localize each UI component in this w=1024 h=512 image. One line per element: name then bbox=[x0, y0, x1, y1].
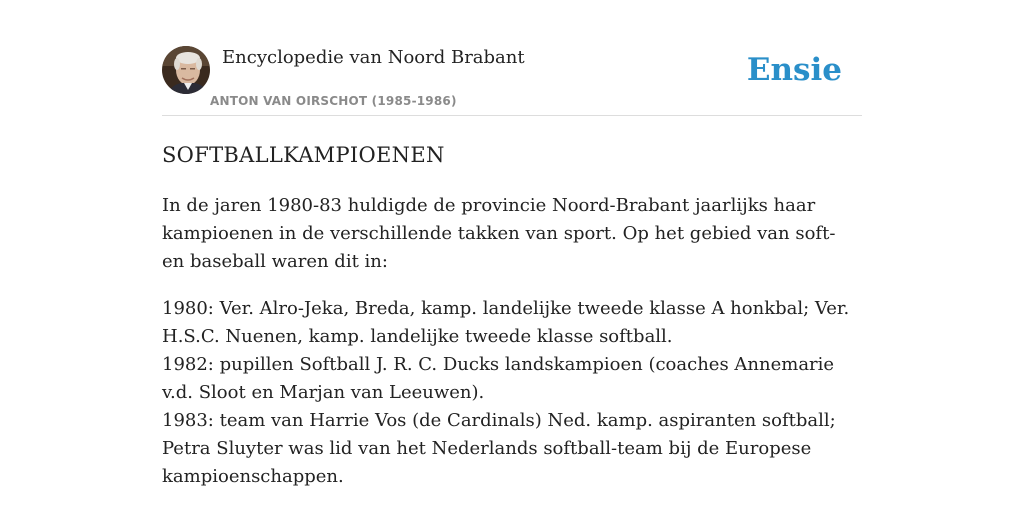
results-list bbox=[162, 295, 862, 491]
header-divider bbox=[162, 115, 862, 116]
list-item: 1980: Ver. Alro-Jeka, Breda, kamp. landelijke tweede klasse A honkbal; Ver. H.S.C. Nuenen, kamp. landelijke tweede klasse softball. bbox=[162, 298, 850, 347]
article-title: SOFTBALLKAMPIOENEN bbox=[162, 143, 445, 167]
author-avatar[interactable] bbox=[162, 46, 210, 94]
source-title[interactable]: Encyclopedie van Noord Brabant bbox=[222, 47, 525, 68]
list-item: 1982: pupillen Softball J. R. C. Ducks landskampioen (coaches Annemarie v.d. Sloot en Marjan van Leeuwen). bbox=[162, 354, 835, 403]
source-header bbox=[162, 46, 862, 116]
author-portrait-icon bbox=[162, 46, 210, 94]
intro-paragraph: In de jaren 1980-83 huldigde de provincie Noord-Brabant jaarlijks haar kampioenen in de verschillende takken van sport. Op het gebied van soft- en baseball waren dit in: bbox=[162, 195, 836, 272]
author-name[interactable]: ANTON VAN OIRSCHOT (1985-1986) bbox=[210, 94, 457, 108]
list-item: 1983: team van Harrie Vos (de Cardinals) Ned. kamp. aspiranten softball; Petra Sluyter was lid van het Nederlands softball-team bij de Europese kampioenschappen. bbox=[162, 410, 836, 487]
brand-logo[interactable]: Ensie bbox=[746, 52, 842, 88]
article-body bbox=[162, 140, 862, 491]
